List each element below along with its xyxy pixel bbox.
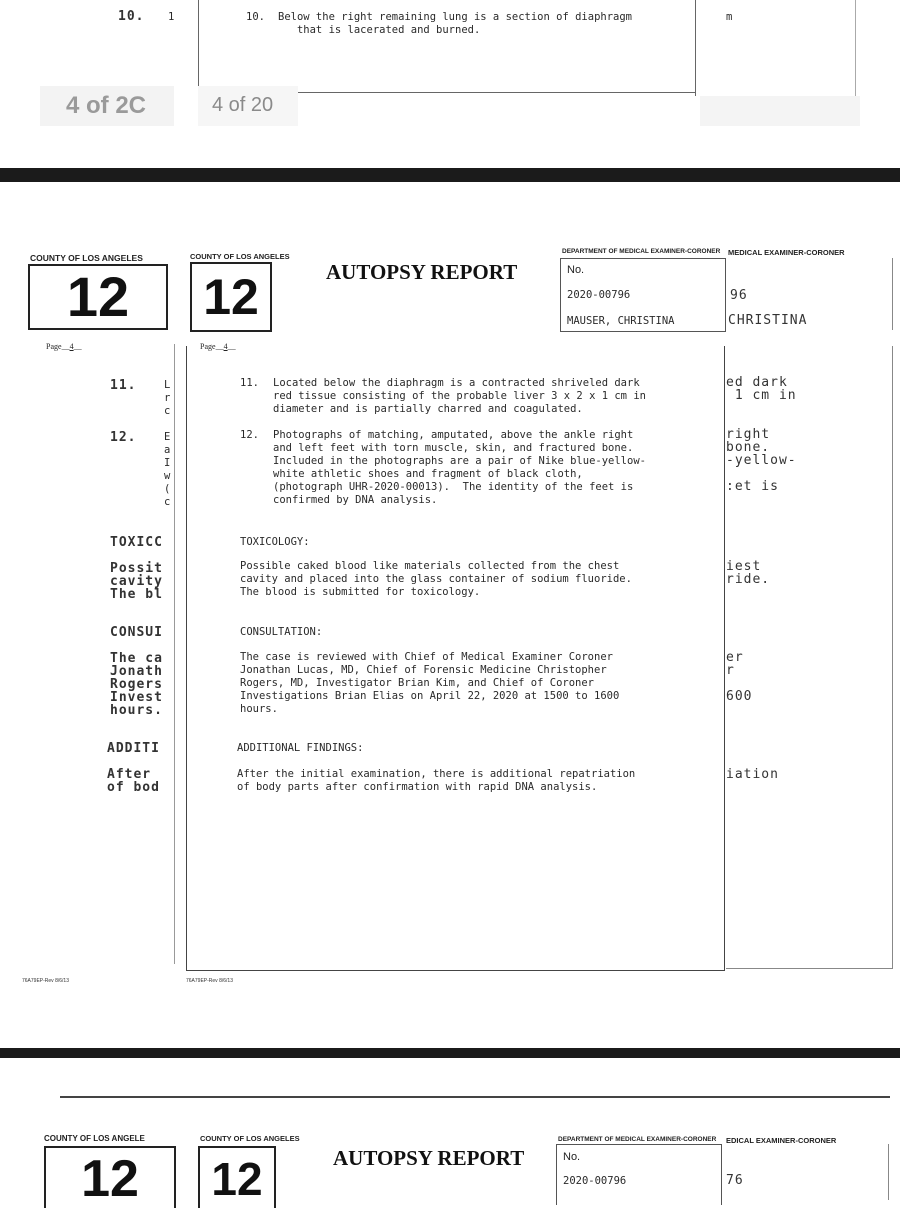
item-12-text: Photographs of matching, amputated, above the ankle right and left feet with torn muscle, skin, and fractured bone. Included in the photographs are a pair of Nike blue-yellow- white athletic shoes and fragment of black cloth, (photograph UHR-2020-00013). The identity of the feet is confirmed by DNA analysis. bbox=[273, 429, 646, 506]
ghost-page-counter: 4 of 2C bbox=[40, 86, 174, 126]
ghost-item-12-fragment-right: right bone. -yellow- :et is bbox=[726, 427, 797, 494]
ghost-page-label: Page__4__ bbox=[46, 342, 82, 351]
ghost-item-11-number: 11. bbox=[110, 378, 137, 393]
ghost-toxicology-text: Possit cavity The bl bbox=[110, 561, 163, 602]
next-department-label: DEPARTMENT OF MEDICAL EXAMINER-CORONER bbox=[558, 1136, 717, 1143]
next-ghost-page-number-box: 12 bbox=[44, 1146, 176, 1208]
consultation-heading: CONSULTATION: bbox=[240, 626, 323, 638]
item-11-number: 11. bbox=[240, 377, 259, 389]
decedent-name: MAUSER, CHRISTINA bbox=[567, 315, 675, 327]
page-label: Page__4__ bbox=[200, 342, 236, 351]
ghost-body-border-bottom bbox=[726, 968, 893, 969]
county-label: COUNTY OF LOS ANGELES bbox=[190, 252, 290, 261]
item-10-text: Below the right remaining lung is a section of diaphragm that is lacerated and burned. bbox=[278, 11, 633, 36]
next-page-top-edge bbox=[60, 1096, 890, 1098]
ghost-item-10-fragment: 1 bbox=[168, 11, 175, 23]
right-ghost-page bbox=[726, 182, 900, 1048]
toxicology-text: Possible caked blood like materials collected from the chest cavity and placed into the glass container of sodium fluoride. The blood is submitted for toxicology. bbox=[240, 560, 632, 598]
ghost-info-box-border bbox=[892, 258, 893, 330]
next-ghost-department-label: EDICAL EXAMINER-CORONER bbox=[726, 1136, 837, 1145]
ghost-item-12-fragment: E a I w ( c bbox=[164, 431, 171, 508]
consultation-text: The case is reviewed with Chief of Medical Examiner Coroner Jonathan Lucas, MD, Chief of Forensic Medicine Christopher Rogers, MD, Investigator Brian Kim, and Chief of Coroner Investigations Brian Elias on April 22, 2020 at 1500 to 1600 hours. bbox=[240, 651, 620, 715]
item-11-text: Located below the diaphragm is a contracted shriveled dark red tissue consisting of the probable liver 3 x 2 x 1 cm in diameter and is partially charred and coagulated. bbox=[273, 377, 646, 415]
ghost-page-number-box: 12 bbox=[28, 264, 168, 330]
next-ghost-box-border bbox=[888, 1144, 889, 1200]
case-number-label: No. bbox=[567, 264, 585, 276]
form-code: 76A79EP-Rev 8/6/13 bbox=[186, 978, 233, 984]
ghost-department-label: MEDICAL EXAMINER-CORONER bbox=[728, 248, 845, 257]
ghost-form-code: 76A79EP-Rev 8/6/13 bbox=[22, 978, 69, 984]
page-number-box: 12 bbox=[190, 262, 272, 332]
additional-findings-text: After the initial examination, there is additional repatriation of body parts after confirmation with rapid DNA analysis. bbox=[237, 768, 636, 793]
next-county-label: COUNTY OF LOS ANGELES bbox=[200, 1134, 300, 1143]
next-case-info-box bbox=[556, 1144, 722, 1205]
additional-findings-heading: ADDITIONAL FINDINGS: bbox=[237, 742, 364, 754]
ghost-consultation-heading: CONSUI bbox=[110, 625, 163, 640]
autopsy-report-page bbox=[0, 182, 900, 1048]
ghost-table-border-right bbox=[855, 0, 856, 100]
previous-page-remnant bbox=[0, 0, 900, 168]
ghost-toxicology-fragment-right: iest ride. bbox=[726, 559, 771, 587]
ghost-body-border bbox=[892, 346, 893, 968]
case-info-box bbox=[560, 258, 726, 332]
page-separator-bottom bbox=[0, 1048, 900, 1058]
next-report-title: AUTOPSY REPORT bbox=[333, 1146, 525, 1170]
main-report-sheet bbox=[186, 182, 726, 1048]
toxicology-heading: TOXICOLOGY: bbox=[240, 536, 310, 548]
department-label: DEPARTMENT OF MEDICAL EXAMINER-CORONER bbox=[562, 248, 721, 255]
ghost-additional-fragment-right: iation bbox=[726, 767, 779, 782]
ghost-additional-text: After of bod bbox=[107, 767, 160, 795]
table-border-right bbox=[695, 0, 696, 96]
ghost-consultation-fragment-right: er r 600 bbox=[726, 650, 753, 704]
report-title: AUTOPSY REPORT bbox=[326, 260, 518, 284]
ghost-item-11-fragment-right: ed dark 1 cm in bbox=[726, 375, 797, 403]
ghost-consultation-text: The ca Jonath Rogers Invest hours. bbox=[110, 651, 163, 718]
next-ghost-case-number: 76 bbox=[726, 1173, 744, 1188]
ghost-toxicology-heading: TOXICC bbox=[110, 535, 163, 550]
ghost-item-12-number: 12. bbox=[110, 430, 137, 445]
next-ghost-county-label: COUNTY OF LOS ANGELE bbox=[44, 1134, 145, 1143]
item-10-number: 10. bbox=[246, 11, 265, 23]
table-border-left bbox=[198, 0, 199, 92]
left-ghost-page bbox=[0, 182, 186, 1048]
table-border-bottom bbox=[298, 92, 696, 93]
next-page-preview bbox=[0, 1058, 900, 1208]
ghost-additional-heading: ADDITI bbox=[107, 741, 160, 756]
page-counter: 4 of 20 bbox=[198, 86, 298, 126]
ghost-decedent-name: CHRISTINA bbox=[728, 313, 808, 328]
page-separator-top bbox=[0, 168, 900, 182]
case-number: 2020-00796 bbox=[567, 289, 631, 301]
right-ghost-fragment: m bbox=[726, 11, 733, 23]
ghost-county-label: COUNTY OF LOS ANGELES bbox=[30, 253, 143, 263]
ghost-item-10-number: 10. bbox=[118, 9, 145, 24]
ghost-item-11-fragment: L r c bbox=[164, 379, 171, 417]
next-case-number: 2020-00796 bbox=[563, 1175, 627, 1187]
item-12-number: 12. bbox=[240, 429, 259, 441]
next-page-number-box: 12 bbox=[198, 1146, 276, 1208]
ghost-case-number: 96 bbox=[730, 288, 748, 303]
faint-smudge bbox=[700, 96, 860, 126]
ghost-page-vertical-line bbox=[174, 344, 175, 964]
next-case-number-label: No. bbox=[563, 1151, 581, 1163]
